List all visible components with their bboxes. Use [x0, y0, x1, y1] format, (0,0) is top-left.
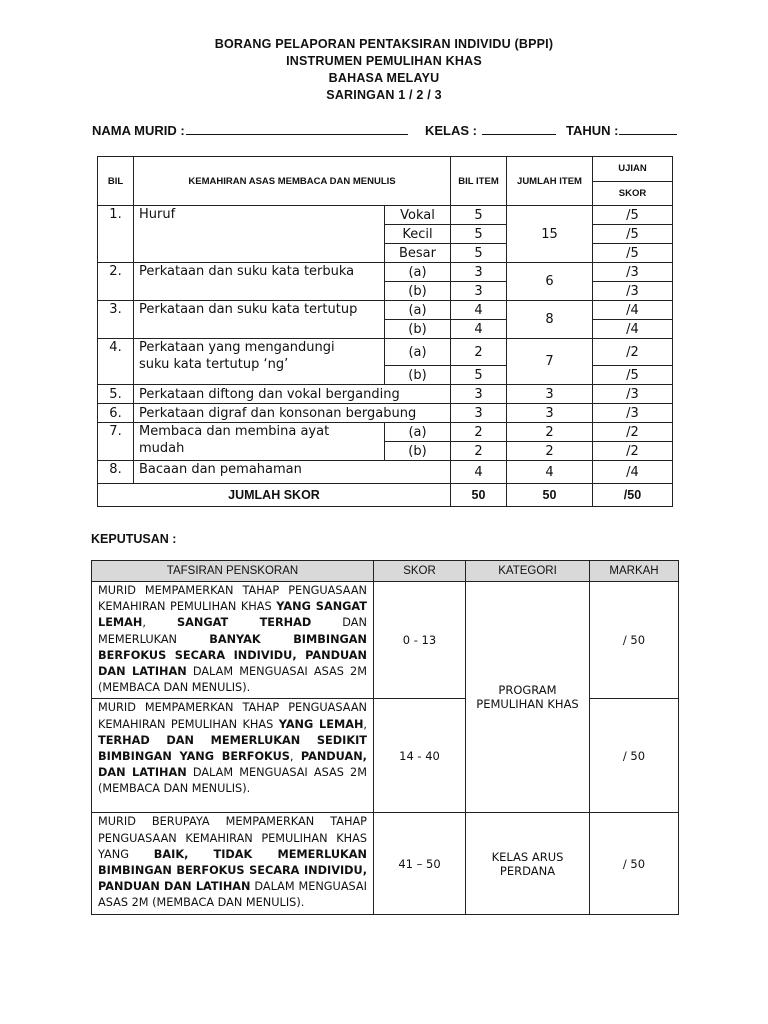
- table-row: [92, 813, 679, 914]
- header-ujian: UJIAN: [593, 157, 673, 182]
- kelas-label: KELAS :: [425, 123, 477, 138]
- score-cell[interactable]: /2: [593, 442, 673, 461]
- document-header: [0, 36, 768, 104]
- markah-cell[interactable]: / 50: [590, 582, 679, 699]
- score-cell[interactable]: /5: [593, 244, 673, 263]
- score-cell[interactable]: /5: [593, 206, 673, 225]
- score-cell[interactable]: /5: [593, 225, 673, 244]
- score-cell[interactable]: /4: [593, 461, 673, 484]
- score-cell[interactable]: /3: [593, 385, 673, 404]
- table-row: [92, 699, 679, 813]
- table-row: 5. Perkataan diftong dan vokal berganding 3 3 /3: [98, 385, 673, 404]
- markah-cell[interactable]: / 50: [590, 699, 679, 813]
- markah-cell[interactable]: / 50: [590, 813, 679, 914]
- header-bil: BIL: [98, 157, 134, 206]
- instrument-title: INSTRUMEN PEMULIHAN KHAS: [286, 54, 482, 68]
- score-cell[interactable]: /4: [593, 320, 673, 339]
- nama-label: NAMA MURID :: [92, 123, 185, 138]
- header-bil-item: BIL ITEM: [451, 157, 507, 206]
- score-cell[interactable]: /5: [593, 366, 673, 385]
- table-row: 6. Perkataan digraf dan konsonan bergabung 3 3 /3: [98, 404, 673, 423]
- header-markah: MARKAH: [590, 561, 679, 582]
- total-score-cell[interactable]: /50: [593, 484, 673, 507]
- header-kategori: KATEGORI: [466, 561, 590, 582]
- category-cell: PROGRAM PEMULIHAN KHAS: [466, 582, 590, 813]
- interpretation-text: MURID MEMPAMERKAN TAHAP PENGUASAAN KEMAHIRAN PEMULIHAN KHAS YANG LEMAH, TERHAD DAN MEMERLUKAN SEDIKIT BIMBINGAN YANG BERFOKUS, PANDUAN, DAN LATIHAN DALAM MENGUASAI ASAS 2M (MEMBACA DAN MENULIS).: [92, 699, 374, 813]
- skills-table: BIL KEMAHIRAN ASAS MEMBACA DAN MENULIS BIL ITEM JUMLAH ITEM UJIAN SKOR 1. Huruf Vokal 5 15 /5 Kecil 5 /5 Besar 5 /5 2. Perkataan dan suku kata terbuka (a) 3 6 /3 (b) 3 /3 3. Perkataan dan suku kata tertutup (a) 4 8 /4 (b) 4 /4 4. Perkataan yang mengandungi suku kata tertutup ‘ng’ (a) 2 7 /2 (b) 5 /5 5. Perkataan diftong dan vokal berganding 3 3 /3 6. Perkataan digraf dan konsonan bergabung 3 3 /3 7. Membaca dan membina ayat mudah (a) 2 2 /2 (b) 2 2 /2 8. Bacaan dan pemahaman 4 4 /4 JUMLAH SKOR 50 50 /50: [97, 156, 673, 507]
- tahun-label: TAHUN :: [566, 123, 619, 138]
- score-cell[interactable]: /3: [593, 404, 673, 423]
- header-tafsiran: TAFSIRAN PENSKORAN: [92, 561, 374, 582]
- score-cell[interactable]: /2: [593, 423, 673, 442]
- table-row: 2. Perkataan dan suku kata terbuka (a) 3 6 /3: [98, 263, 673, 282]
- table-row: 1. Huruf Vokal 5 15 /5: [98, 206, 673, 225]
- kelas-field[interactable]: [482, 122, 556, 135]
- interpretation-text: MURID MEMPAMERKAN TAHAP PENGUASAAN KEMAHIRAN PEMULIHAN KHAS YANG SANGAT LEMAH, SANGAT TERHAD DAN MEMERLUKAN BANYAK BIMBINGAN BERFOKUS SECARA INDIVIDU, PANDUAN DAN LATIHAN DALAM MENGUASAI ASAS 2M (MEMBACA DAN MENULIS).: [92, 582, 374, 699]
- table-row: 3. Perkataan dan suku kata tertutup (a) 4 8 /4: [98, 301, 673, 320]
- score-range: 0 - 13: [374, 582, 466, 699]
- header-jumlah-item: JUMLAH ITEM: [507, 157, 593, 206]
- total-row: JUMLAH SKOR 50 50 /50: [98, 484, 673, 507]
- form-title: BORANG PELAPORAN PENTAKSIRAN INDIVIDU (BPPI): [214, 37, 554, 51]
- screening-title: SARINGAN 1 / 2 / 3: [326, 88, 442, 102]
- header-skor: SKOR: [374, 561, 466, 582]
- nama-field[interactable]: [186, 122, 408, 135]
- header-kemahiran: KEMAHIRAN ASAS MEMBACA DAN MENULIS: [134, 157, 451, 206]
- table-row: [92, 582, 679, 699]
- tahun-field[interactable]: [619, 122, 677, 135]
- header-skor: SKOR: [593, 181, 673, 206]
- subject-title: BAHASA MELAYU: [328, 71, 440, 85]
- score-cell[interactable]: /4: [593, 301, 673, 320]
- table-row: 8. Bacaan dan pemahaman 4 4 /4: [98, 461, 673, 484]
- score-cell[interactable]: /3: [593, 263, 673, 282]
- category-cell: KELAS ARUS PERDANA: [466, 813, 590, 914]
- table-row: 4. Perkataan yang mengandungi suku kata tertutup ‘ng’ (a) 2 7 /2: [98, 339, 673, 366]
- score-cell[interactable]: /3: [593, 282, 673, 301]
- score-range: 14 - 40: [374, 699, 466, 813]
- table-row: 7. Membaca dan membina ayat mudah (a) 2 2 /2: [98, 423, 673, 442]
- score-range: 41 – 50: [374, 813, 466, 914]
- student-info: [92, 122, 682, 144]
- interpretation-text: MURID BERUPAYA MEMPAMERKAN TAHAP PENGUASAAN KEMAHIRAN PEMULIHAN KHAS YANG BAIK, TIDAK MEMERLUKAN BIMBINGAN BERFOKUS SECARA INDIVIDU, PANDUAN DAN LATIHAN DALAM MENGUASAI ASAS 2M (MEMBACA DAN MENULIS).: [92, 813, 374, 914]
- decision-table: [91, 560, 679, 915]
- keputusan-label: KEPUTUSAN :: [91, 532, 177, 546]
- score-cell[interactable]: /2: [593, 339, 673, 366]
